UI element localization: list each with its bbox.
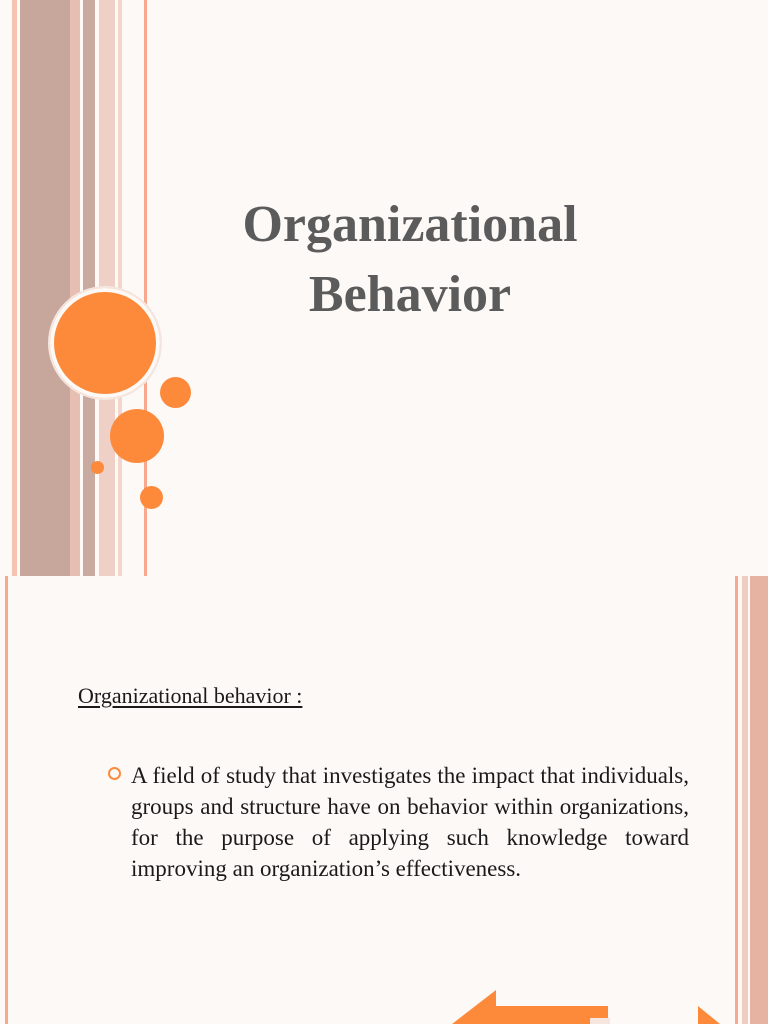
decor-circle [140, 486, 163, 509]
decor-stripe [70, 0, 80, 576]
decor-stripe [20, 0, 70, 576]
decor-stripe [750, 576, 768, 1024]
decor-circle [110, 409, 164, 463]
bullet-circle-icon [108, 767, 121, 780]
slide-title-text: Organizational Behavior [242, 196, 578, 323]
decor-stripe [83, 0, 95, 576]
definition-text: A field of study that investigates the impact that individuals, groups and structure have on behavior within organizations, for the purpose of applying such knowledge toward improving an organization’s effectiveness. [131, 763, 689, 881]
decor-stripe [5, 576, 8, 1024]
back-arrow-icon[interactable] [440, 988, 620, 1024]
decor-stripe [118, 0, 122, 576]
decor-circle [91, 461, 104, 474]
forward-arrow-icon[interactable] [698, 1006, 728, 1024]
decor-stripe [735, 576, 738, 1024]
decor-stripe [12, 0, 17, 576]
decor-stripe [742, 576, 748, 1024]
decor-circle [160, 377, 191, 408]
section-heading: Organizational behavior : [78, 683, 303, 708]
decor-circle-large [50, 288, 160, 398]
